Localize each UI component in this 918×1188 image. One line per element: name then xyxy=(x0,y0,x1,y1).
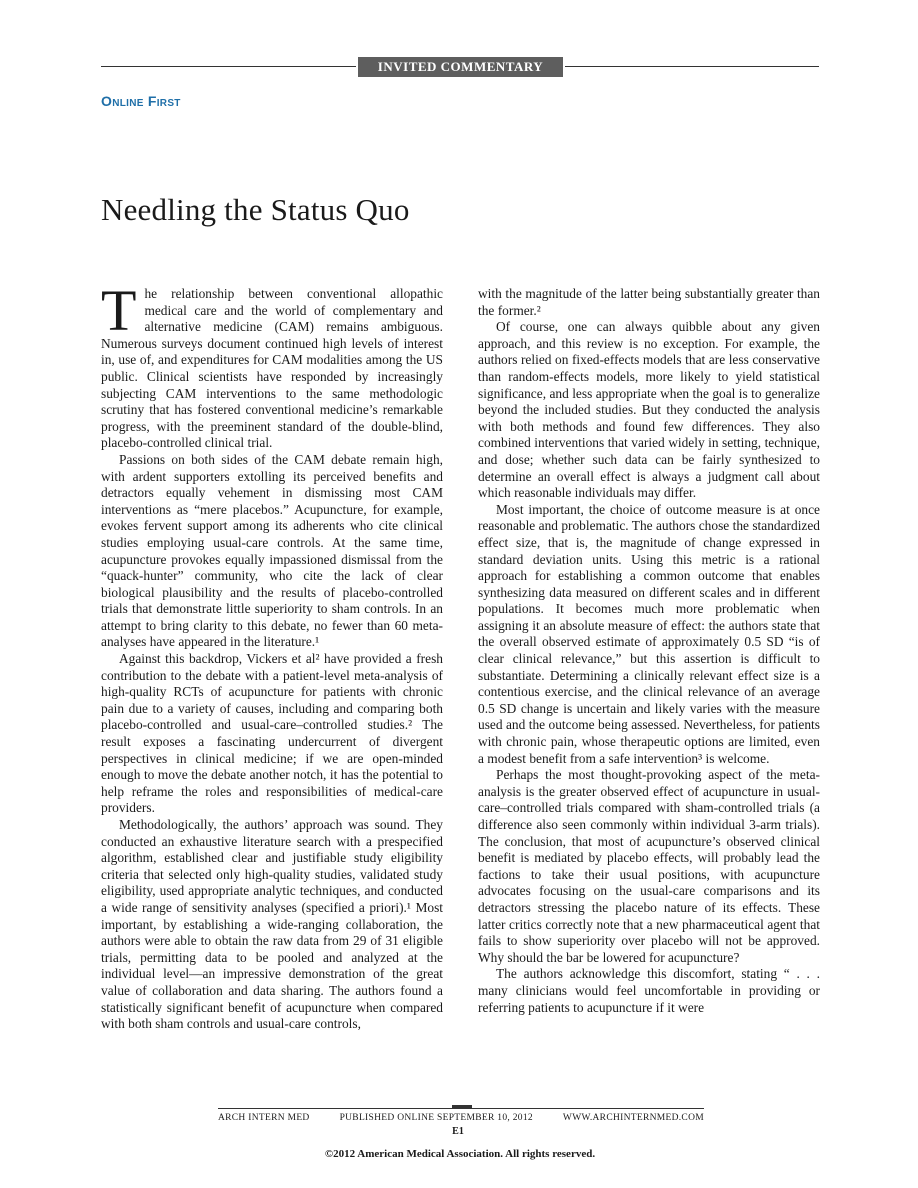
paragraph: The authors acknowledge this discomfort, stating “ . . . many clinicians would feel uncomfortable in providing or referring patients to acupuncture if it were xyxy=(478,966,820,1015)
paragraph: Against this backdrop, Vickers et al² have provided a fresh contribution to the debate with a patient-level meta-analysis of high-quality RCTs of acupuncture for patients with chronic pain due to a variety of causes, including and comparing both placebo-controlled and usual-care–controlled studies.² The result exposes a fascinating undercurrent of divergent perspectives in clinical medicine; if we are open-minded enough to move the debate another notch, it has the potential to help reframe the roles and responsibilities of medical-care providers. xyxy=(101,651,443,816)
drop-cap: T xyxy=(101,286,137,343)
paragraph: with the magnitude of the latter being substantially greater than the former.² xyxy=(478,286,820,318)
paragraph: Passions on both sides of the CAM debate remain high, with ardent supporters extolling its perceived benefits and detractors equally vehement in dismissing most CAM interventions as “mere placebos.” Acupuncture, for example, evokes fervent support among its adherents who cite clinical studies employing usual-care controls. At the same time, acupuncture provokes equally impassioned dismissal from the “quack-hunter” community, who cite the lack of clear biological plausibility and the results of placebo-controlled trials that demonstrate little superiority to sham controls. In an attempt to bring clarity to this debate, no fewer than 60 meta-analyses have appeared in the literature.¹ xyxy=(101,451,443,650)
footer-mark xyxy=(452,1105,472,1108)
paragraph xyxy=(101,286,443,452)
page-number: E1 xyxy=(452,1126,464,1137)
paragraph: Of course, one can always quibble about any given approach, and this review is no exception. For example, the authors relied on fixed-effects models that are less conservative than random-effects models, more likely to yield statistical significance, and less appropriate when the goal is to generalize beyond the included studies. But they conducted the analysis with both methods and found few differences. They also combined interventions that varied widely in setting, technique, and dose; whether such data can be fairly synthesized to determine an overall effect is always a judgment call about which reasonable individuals may differ. xyxy=(478,319,820,501)
footer-rule xyxy=(218,1108,704,1109)
paragraph: Perhaps the most thought-provoking aspect of the meta-analysis is the greater observed effect of acupuncture in usual-care–controlled trials compared with sham-controlled trials (a difference also seen commonly within individual 3-arm trials). The conclusion, that most of acupuncture’s observed clinical benefit is mediated by placebo effects, will probably lead the factions to take their usual positions, with acupuncture advocates focusing on the usual-care comparisons and its detractors stressing the placebo nature of its effects. These latter critics correctly note that a new pharmaceutical agent that fails to show superiority over placebo will not be approved. Why should the bar be lowered for acupuncture? xyxy=(478,767,820,965)
left-column xyxy=(101,286,443,1086)
footer-line xyxy=(218,1113,704,1123)
footer-website: WWW.ARCHINTERNMED.COM xyxy=(562,1113,704,1123)
section-banner: INVITED COMMENTARY xyxy=(358,57,563,77)
right-column xyxy=(478,286,820,1086)
paragraph-text: he relationship between conventional allopathic medical care and the world of complementary and alternative medicine (CAM) remains ambiguous. Numerous surveys document continued high levels of interest in, use of, and expenditures for CAM modalities among the US public. Clinical scientists have responded by increasingly subjecting CAM interventions to the same methodologic scrutiny that has fostered conventional medicine’s remarkable progress, with the preeminent standard of the double-blind, placebo-controlled clinical trial. xyxy=(101,286,443,451)
footer-journal: ARCH INTERN MED xyxy=(218,1113,310,1123)
article-title: Needling the Status Quo xyxy=(101,192,410,227)
paragraph: Most important, the choice of outcome measure is at once reasonable and problematic. The authors chose the standardized effect size, that is, the magnitude of change expressed in standard deviation units. Using this metric is a rational approach for establishing a common outcome that enables synthesizing data measured on different scales and in different populations. It becomes much more problematic when assigning it an absolute measure of effect: the authors state that the overall observed estimate of approximately 0.5 SD “is of clear clinical relevance,” but this assertion is difficult to substantiate. Determining a clinically relevant effect size is a contentious exercise, and the clinical relevance of an average 0.5 SD change is uncertain and likely varies with the measure used and the outcome being assessed. Nevertheless, for patients with chronic pain, whose therapeutic options are limited, even a modest benefit from a safe intervention³ is welcome. xyxy=(478,501,820,766)
online-first-label: Online First xyxy=(101,93,181,109)
header-rule-right xyxy=(565,66,819,67)
header-rule-left xyxy=(101,66,356,67)
copyright: ©2012 American Medical Association. All rights reserved. xyxy=(324,1148,596,1160)
paragraph: Methodologically, the authors’ approach was sound. They conducted an exhaustive literature search with a prespecified algorithm, established clear and justifiable study eligibility criteria that selected only high-quality studies, validated study eligibility, used appropriate analytic techniques, and conducted a wide range of sensitivity analyses (specified a priori).¹ Most important, by establishing a wide-ranging collaboration, the authors were able to obtain the raw data from 29 of 31 eligible trials, permitting data to be pooled and analyzed at the individual level—an impressive demonstration of the great value of collaboration and data sharing. The authors found a statistically significant benefit of acupuncture when compared with both sham controls and usual-care controls, xyxy=(101,817,443,1032)
footer-published: PUBLISHED ONLINE SEPTEMBER 10, 2012 xyxy=(339,1113,533,1123)
